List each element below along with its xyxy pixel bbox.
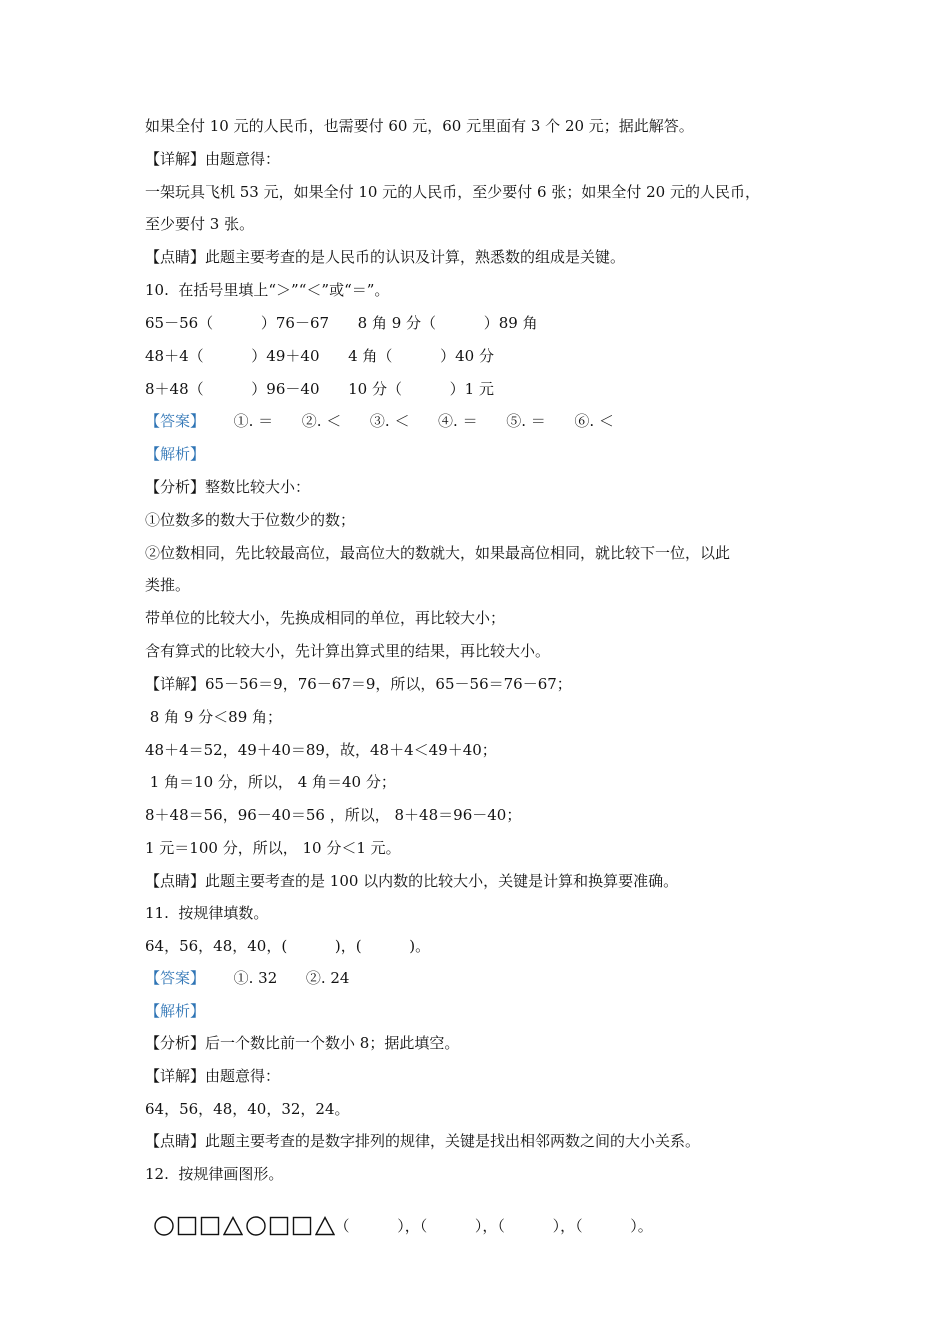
text-line: 【详解】65－56＝9，76－67＝9，所以，65－56＝76－67； <box>145 675 572 693</box>
text-line: 1 元＝100 分，所以， 10 分＜1 元。 <box>145 839 401 857</box>
question-10-row-1: 65－56（ ）76－67 8 角 9 分（ ）89 角 <box>145 314 538 332</box>
text-line: 【分析】后一个数比前一个数小 8；据此填空。 <box>145 1034 460 1052</box>
text-line: 【详解】由题意得： <box>145 150 281 168</box>
text-line: 至少要付 3 张。 <box>145 215 255 233</box>
shape-blanks: （ ），（ ），（ ），（ ）。 <box>334 1217 653 1235</box>
question-11-title: 11. 按规律填数。 <box>145 904 269 922</box>
question-10-row-3: 8＋48（ ）96－40 10 分（ ）1 元 <box>145 380 494 398</box>
answer-values: ①. 32 ②. 24 <box>205 969 350 987</box>
text-line: 1 角＝10 分，所以， 4 角＝40 分； <box>145 773 396 791</box>
circle-icon <box>246 1216 266 1236</box>
analysis-label: 【解析】 <box>145 445 206 463</box>
question-10-row-2: 48＋4（ ）49＋40 4 角（ ）40 分 <box>145 347 494 365</box>
question-12-row <box>144 1196 653 1236</box>
text-line: ②位数相同，先比较最高位，最高位大的数就大，如果最高位相同，就比较下一位，以此 <box>145 544 731 562</box>
question-10-title: 10. 在括号里填上“＞”“＜”或“＝”。 <box>145 281 390 299</box>
text-line: 一架玩具飞机 53 元，如果全付 10 元的人民币，至少要付 6 张；如果全付 20 元的人民币， <box>145 183 760 201</box>
answer-label: 【答案】 <box>145 969 206 987</box>
shape-sequence <box>154 1216 335 1236</box>
text-line: 8＋48＝56，96－40＝56 ，所以， 8＋48＝96－40； <box>145 806 522 824</box>
text-line: 8 角 9 分＜89 角； <box>145 708 283 726</box>
question-11-row: 64，56，48，40，( )，( )。 <box>145 937 431 955</box>
answer-line <box>145 968 349 988</box>
text-line: 【点睛】此题主要考查的是数字排列的规律，关键是找出相邻两数之间的大小关系。 <box>145 1132 701 1150</box>
triangle-icon <box>315 1216 335 1236</box>
analysis-label: 【解析】 <box>145 1002 206 1020</box>
square-icon <box>177 1216 197 1236</box>
triangle-icon <box>223 1216 243 1236</box>
text-line: 【点睛】此题主要考查的是人民币的认识及计算，熟悉数的组成是关键。 <box>145 248 626 266</box>
text-line: 【点睛】此题主要考查的是 100 以内数的比较大小，关键是计算和换算要准确。 <box>145 872 679 890</box>
text-line: 【分析】整数比较大小： <box>145 478 311 496</box>
text-line: 带单位的比较大小，先换成相同的单位，再比较大小； <box>145 609 506 627</box>
text-line: 48＋4＝52，49＋40＝89，故，48＋4＜49＋40； <box>145 741 497 759</box>
circle-icon <box>154 1216 174 1236</box>
text-line: 含有算式的比较大小，先计算出算式里的结果，再比较大小。 <box>145 642 551 660</box>
square-icon <box>200 1216 220 1236</box>
text-line: 如果全付 10 元的人民币，也需要付 60 元，60 元里面有 3 个 20 元；据此解答。 <box>145 117 694 135</box>
text-line: 64，56，48，40，32，24。 <box>145 1100 350 1118</box>
answer-values: ①. ＝ ②. ＜ ③. ＜ ④. ＝ ⑤. ＝ ⑥. ＜ <box>205 412 614 430</box>
square-icon <box>269 1216 289 1236</box>
question-12-title: 12. 按规律画图形。 <box>145 1165 284 1183</box>
text-line: ①位数多的数大于位数少的数； <box>145 511 356 529</box>
square-icon <box>292 1216 312 1236</box>
text-line: 【详解】由题意得： <box>145 1067 281 1085</box>
answer-label: 【答案】 <box>145 412 206 430</box>
text-line: 类推。 <box>145 576 191 594</box>
answer-line <box>145 411 614 431</box>
